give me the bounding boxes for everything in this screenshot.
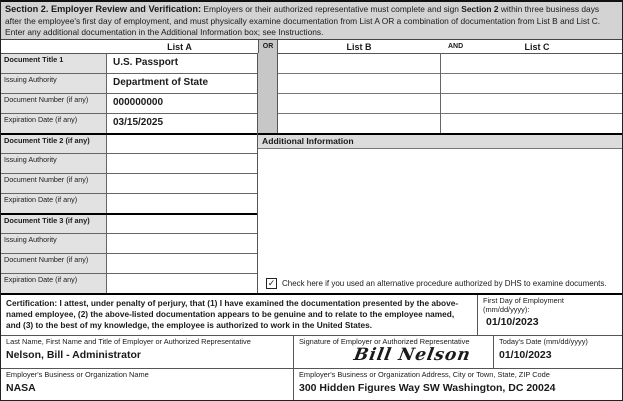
table-row (1, 73, 257, 93)
issuing-authority-2-label: Issuing Authority (1, 154, 107, 173)
table-row (1, 113, 257, 133)
document-title-2-label: Document Title 2 (if any) (1, 135, 107, 153)
expiration-date-2-field[interactable] (107, 194, 257, 213)
additional-information-box (258, 133, 622, 293)
section2-ref: Section 2 (461, 4, 499, 14)
alternative-procedure-row (258, 274, 622, 293)
document-number-1-field[interactable]: 000000000 (107, 94, 257, 113)
list-c-document-number-field[interactable] (441, 93, 622, 113)
document-number-2-field[interactable] (107, 174, 257, 193)
employer-name-label: Last Name, First Name and Title of Employer or Authorized Representative (6, 337, 251, 346)
todays-date-field[interactable]: 01/10/2023 (499, 348, 552, 361)
expiration-date-2-label: Expiration Date (if any) (1, 194, 107, 213)
first-day-label-line1: First Day of Employment (483, 296, 564, 305)
expiration-date-3-label: Expiration Date (if any) (1, 274, 107, 293)
organization-name-field[interactable]: NASA (6, 381, 36, 394)
signature-row (1, 335, 622, 368)
document-area (1, 53, 622, 293)
document-number-3-label: Document Number (if any) (1, 254, 107, 273)
employer-signature-label: Signature of Employer or Authorized Representative (299, 337, 470, 346)
or-label: OR (258, 40, 278, 53)
and-label: AND (448, 43, 464, 50)
section2-header (1, 2, 622, 40)
document-title-1-label: Document Title 1 (1, 54, 107, 73)
employer-signature-field[interactable]: Bill Nelson (352, 344, 473, 365)
list-bc-rows (258, 53, 622, 133)
todays-date-label: Today's Date (mm/dd/yyyy) (499, 337, 588, 346)
list-b-header: List B (346, 41, 372, 52)
list-c-header: List C (524, 41, 550, 52)
issuing-authority-3-field[interactable] (107, 234, 257, 253)
document-title-3-label: Document Title 3 (if any) (1, 215, 107, 233)
list-b-document-number-field[interactable] (278, 93, 440, 113)
section2-title: Section 2. Employer Review and Verification: (5, 4, 202, 14)
list-c-document-title-field[interactable] (441, 53, 622, 73)
table-row (1, 93, 257, 113)
table-row (1, 153, 257, 173)
table-row (1, 253, 257, 273)
list-a-table (1, 53, 258, 293)
additional-information-header: Additional Information (258, 135, 622, 149)
document-number-1-label: Document Number (if any) (1, 94, 107, 113)
list-c-issuing-authority-field[interactable] (441, 73, 622, 93)
table-row (1, 173, 257, 193)
list-column-headers (1, 40, 622, 53)
list-bc-area (258, 53, 622, 293)
table-row (1, 133, 257, 153)
employer-signature-box (294, 336, 494, 368)
issuing-authority-2-field[interactable] (107, 154, 257, 173)
organization-name-box (1, 369, 294, 400)
issuing-authority-1-field[interactable]: Department of State (107, 74, 257, 93)
expiration-date-1-label: Expiration Date (if any) (1, 114, 107, 133)
organization-address-field[interactable]: 300 Hidden Figures Way SW Washington, DC 20024 (299, 381, 556, 394)
list-b-document-title-field[interactable] (278, 53, 440, 73)
document-title-1-field[interactable]: U.S. Passport (107, 54, 257, 73)
section2-instructions-1: Employers or their authorized representative must complete and sign (201, 4, 462, 14)
additional-information-field[interactable] (258, 149, 622, 274)
employer-name-field[interactable]: Nelson, Bill - Administrator (6, 348, 141, 361)
expiration-date-1-field[interactable]: 03/15/2025 (107, 114, 257, 133)
document-number-3-field[interactable] (107, 254, 257, 273)
table-row (1, 53, 257, 73)
or-divider-strip (258, 53, 278, 133)
list-b-column (278, 53, 440, 133)
table-row (1, 213, 257, 233)
list-a-header: List A (167, 41, 192, 52)
list-b-expiration-date-field[interactable] (278, 113, 440, 133)
alternative-procedure-label: Check here if you used an alternative procedure authorized by DHS to examine documents. (282, 279, 607, 288)
expiration-date-3-field[interactable] (107, 274, 257, 293)
table-row (1, 273, 257, 293)
list-c-expiration-date-field[interactable] (441, 113, 622, 133)
first-day-field[interactable]: 01/10/2023 (486, 315, 539, 328)
organization-row (1, 368, 622, 400)
alternative-procedure-checkbox[interactable]: ✓ (267, 278, 276, 288)
certification-text: Certification: I attest, under penalty of perjury, that (1) I have examined the documentation presented by the above-named employee, (2) the above-listed documentation appears to be genuine and to relate to the employee named, and (3) to the best of my knowledge, the employee is authorized to work in the United States. (1, 295, 478, 335)
issuing-authority-1-label: Issuing Authority (1, 74, 107, 93)
document-title-2-field[interactable] (107, 135, 257, 153)
section2-instructions-2: within three business days after the employee's first day of employment, and must physically examine documentation from List A OR a combination of documentation from List B and List C. Enter any additional documentation in the Additional Information box; see Instructions. (5, 4, 601, 37)
table-row (1, 233, 257, 253)
document-number-2-label: Document Number (if any) (1, 174, 107, 193)
list-b-issuing-authority-field[interactable] (278, 73, 440, 93)
first-day-label (483, 297, 622, 315)
organization-address-box (294, 369, 622, 400)
first-day-label-line2: (mm/dd/yyyy): (483, 304, 530, 314)
todays-date-box (494, 336, 622, 368)
table-row (1, 193, 257, 213)
organization-address-label: Employer's Business or Organization Address, City or Town, State, ZIP Code (299, 370, 550, 379)
employer-name-box (1, 336, 294, 368)
issuing-authority-3-label: Issuing Authority (1, 234, 107, 253)
certification-band (1, 293, 622, 335)
list-c-column (440, 53, 622, 133)
first-day-of-employment-box (478, 295, 622, 335)
organization-name-label: Employer's Business or Organization Name (6, 370, 149, 379)
document-title-3-field[interactable] (107, 215, 257, 233)
